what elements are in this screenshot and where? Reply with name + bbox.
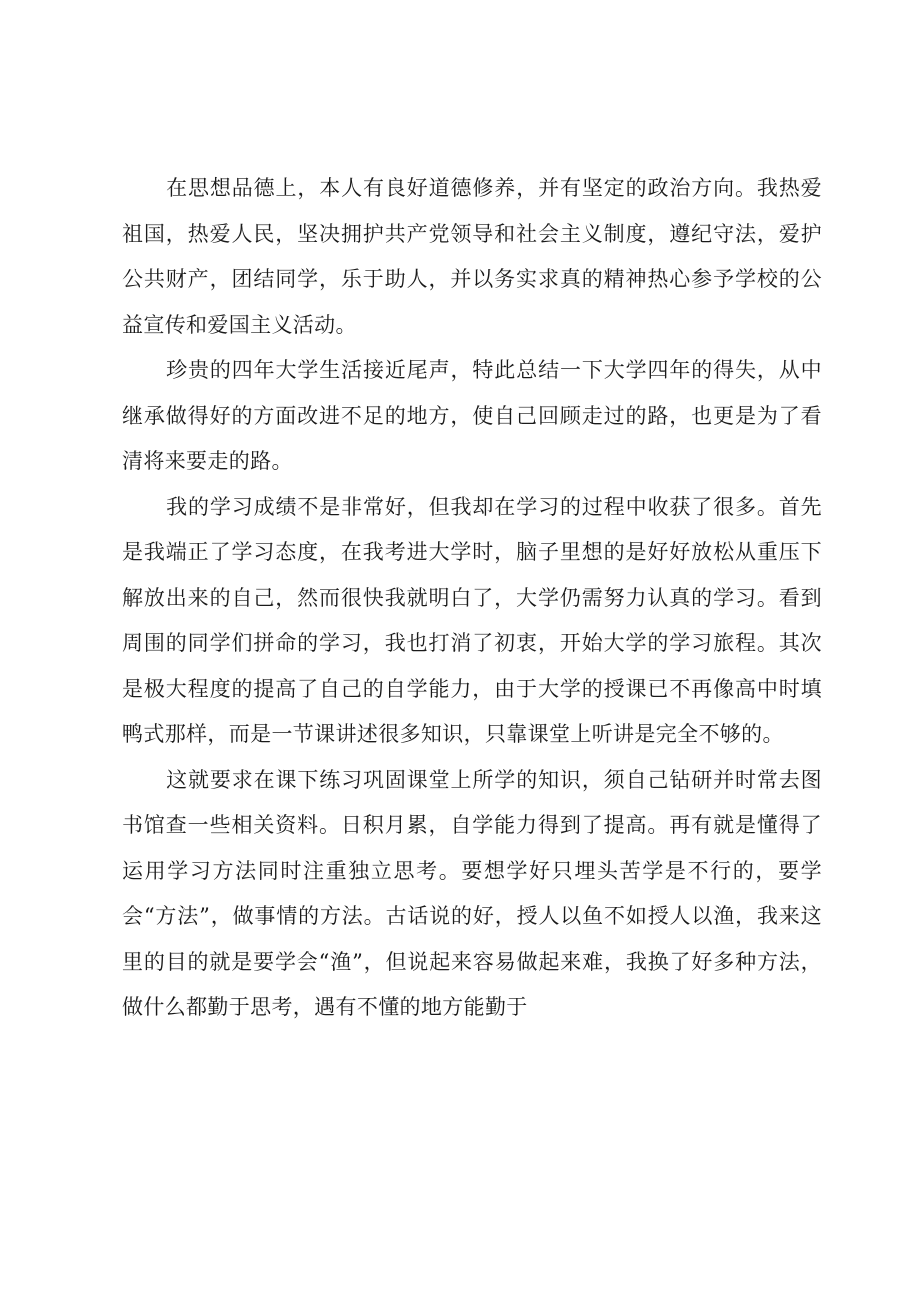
paragraph-self-study: 这就要求在课下练习巩固课堂上所学的知识，须自己钻研并时常去图书馆查一些相关资料。日积月累，自学能力得到了提高。再有就是懂得了运用学习方法同时注重独立思考。要想学好只埋头苦学是不行的，要学会“方法”，做事情的方法。古话说的好，授人以鱼不如授人以渔，我来这里的目的就是要学会“渔”，但说起来容易做起来难，我换了好多种方法，做什么都勤于思考，遇有不懂的地方能勤于 bbox=[122, 767, 822, 1019]
paragraph-study-gains: 我的学习成绩不是非常好，但我却在学习的过程中收获了很多。首先是我端正了学习态度，在我考进大学时，脑子里想的是好好放松从重压下解放出来的自己，然而很快我就明白了，大学仍需努力认真的学习。看到周围的同学们拼命的学习，我也打消了初衷，开始大学的学习旅程。其次是极大程度的提高了自己的自学能力，由于大学的授课已不再像高中时填鸭式那样，而是一节课讲述很多知识，只靠课堂上听讲是完全不够的。 bbox=[122, 494, 822, 746]
document-body bbox=[122, 166, 822, 1031]
paragraph-university-summary: 珍贵的四年大学生活接近尾声，特此总结一下大学四年的得失，从中继承做得好的方面改进不足的地方，使自己回顾走过的路，也更是为了看清将来要走的路。 bbox=[122, 358, 822, 473]
paragraph-moral-character: 在思想品德上，本人有良好道德修养，并有坚定的政治方向。我热爱祖国，热爱人民，坚决拥护共产党领导和社会主义制度，遵纪守法，爱护公共财产，团结同学，乐于助人，并以务实求真的精神热心参予学校的公益宣传和爱国主义活动。 bbox=[122, 176, 822, 337]
